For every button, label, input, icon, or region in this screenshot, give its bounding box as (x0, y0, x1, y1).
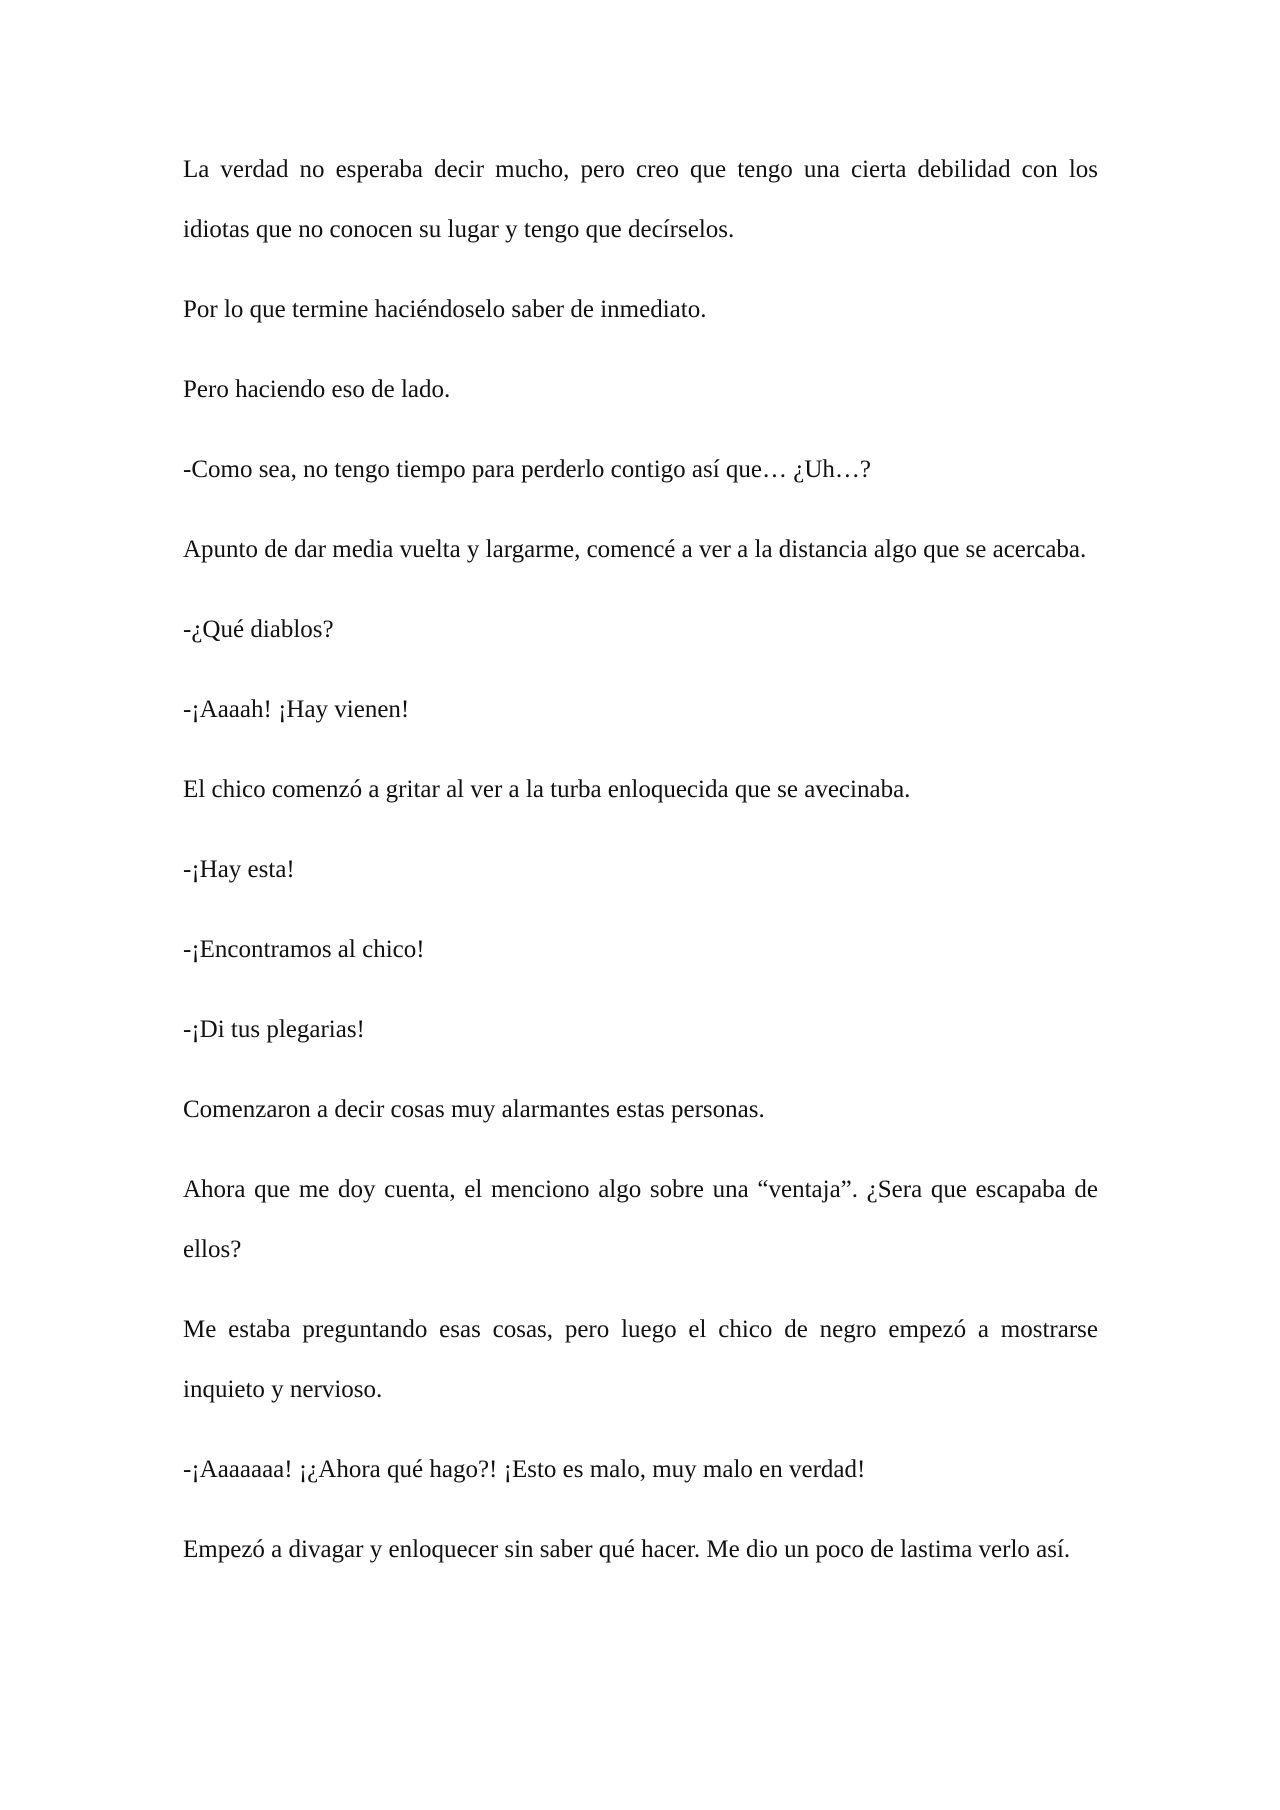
paragraph-14: Me estaba preguntando esas cosas, pero luego el chico de negro empezó a mostrarse inquieto y nervioso. (183, 1316, 1098, 1403)
paragraph-12: Comenzaron a decir cosas muy alarmantes estas personas. (183, 1096, 765, 1123)
paragraph-2: Por lo que termine haciéndoselo saber de inmediato. (183, 296, 707, 323)
paragraph-10: -¡Encontramos al chico! (183, 936, 425, 963)
paragraph-16: Empezó a divagar y enloquecer sin saber qué hacer. Me dio un poco de lastima verlo así. (183, 1536, 1071, 1563)
paragraph-9: -¡Hay esta! (183, 856, 295, 883)
paragraph-8: El chico comenzó a gritar al ver a la turba enloquecida que se avecinaba. (183, 776, 911, 803)
paragraph-13: Ahora que me doy cuenta, el menciono algo sobre una “ventaja”. ¿Sera que escapaba de ellos? (183, 1176, 1098, 1263)
paragraph-5: Apunto de dar media vuelta y largarme, comencé a ver a la distancia algo que se acercaba. (183, 536, 1087, 563)
paragraph-11: -¡Di tus plegarias! (183, 1016, 365, 1043)
paragraph-3: Pero haciendo eso de lado. (183, 376, 451, 403)
paragraph-7: -¡Aaaah! ¡Hay vienen! (183, 696, 410, 723)
paragraph-15: -¡Aaaaaaa! ¡¿Ahora qué hago?! ¡Esto es malo, muy malo en verdad! (183, 1456, 866, 1483)
paragraph-6: -¿Qué diablos? (183, 616, 334, 643)
paragraph-4: -Como sea, no tengo tiempo para perderlo contigo así que… ¿Uh…? (183, 456, 872, 483)
document-body (183, 140, 1098, 1600)
paragraph-1: La verdad no esperaba decir mucho, pero creo que tengo una cierta debilidad con los idiotas que no conocen su lugar y tengo que decírselos. (183, 156, 1098, 243)
